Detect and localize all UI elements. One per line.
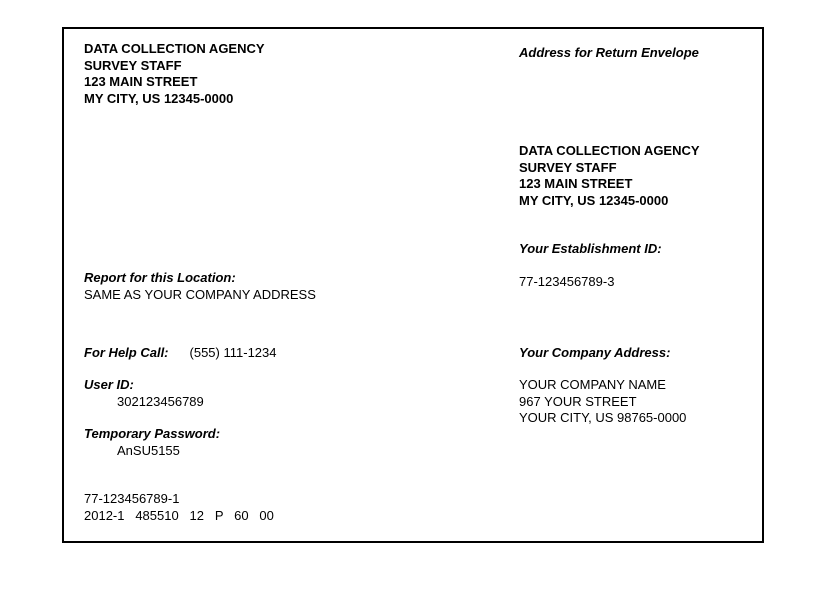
return-envelope-address-block — [519, 143, 700, 209]
form-code-series: 2012-1 485510 12 P 60 00 — [84, 507, 274, 523]
help-call-label: For Help Call: — [84, 345, 169, 360]
temporary-password-label: Temporary Password: — [84, 426, 221, 441]
company-address-line: 967 YOUR STREET — [519, 393, 637, 409]
form-codes-block — [84, 491, 274, 524]
agency-address-line: DATA COLLECTION AGENCY — [84, 41, 265, 56]
return-envelope-address-line: MY CITY, US 12345-0000 — [519, 192, 669, 208]
company-address-block — [519, 377, 686, 427]
user-id-block — [84, 377, 204, 410]
document-border-box — [62, 27, 764, 543]
establishment-id-value: 77-123456789-3 — [519, 274, 615, 289]
company-address-line: YOUR COMPANY NAME — [519, 377, 666, 392]
user-id-label: User ID: — [84, 377, 134, 392]
company-address-label: Your Company Address: — [519, 345, 671, 360]
temporary-password-block — [84, 426, 220, 459]
return-envelope-heading: Address for Return Envelope — [519, 45, 699, 60]
report-location-label: Report for this Location: — [84, 270, 236, 285]
agency-address-block — [84, 41, 265, 107]
help-call-phone: (555) 111-1234 — [189, 345, 277, 360]
temporary-password-value: AnSU5155 — [117, 442, 180, 458]
form-code-id: 77-123456789-1 — [84, 491, 180, 506]
agency-address-line: SURVEY STAFF — [84, 57, 182, 73]
agency-address-line: MY CITY, US 12345-0000 — [84, 90, 234, 106]
user-id-value: 302123456789 — [117, 393, 204, 409]
agency-address-line: 123 MAIN STREET — [84, 74, 198, 89]
return-envelope-address-line: SURVEY STAFF — [519, 159, 617, 175]
return-envelope-address-line: 123 MAIN STREET — [519, 176, 633, 191]
report-location-value: SAME AS YOUR COMPANY ADDRESS — [84, 286, 316, 302]
establishment-id-label: Your Establishment ID: — [519, 241, 662, 256]
return-envelope-address-line: DATA COLLECTION AGENCY — [519, 143, 700, 158]
company-address-line: YOUR CITY, US 98765-0000 — [519, 410, 687, 425]
report-location-block — [84, 270, 316, 303]
help-call-row — [84, 345, 277, 362]
